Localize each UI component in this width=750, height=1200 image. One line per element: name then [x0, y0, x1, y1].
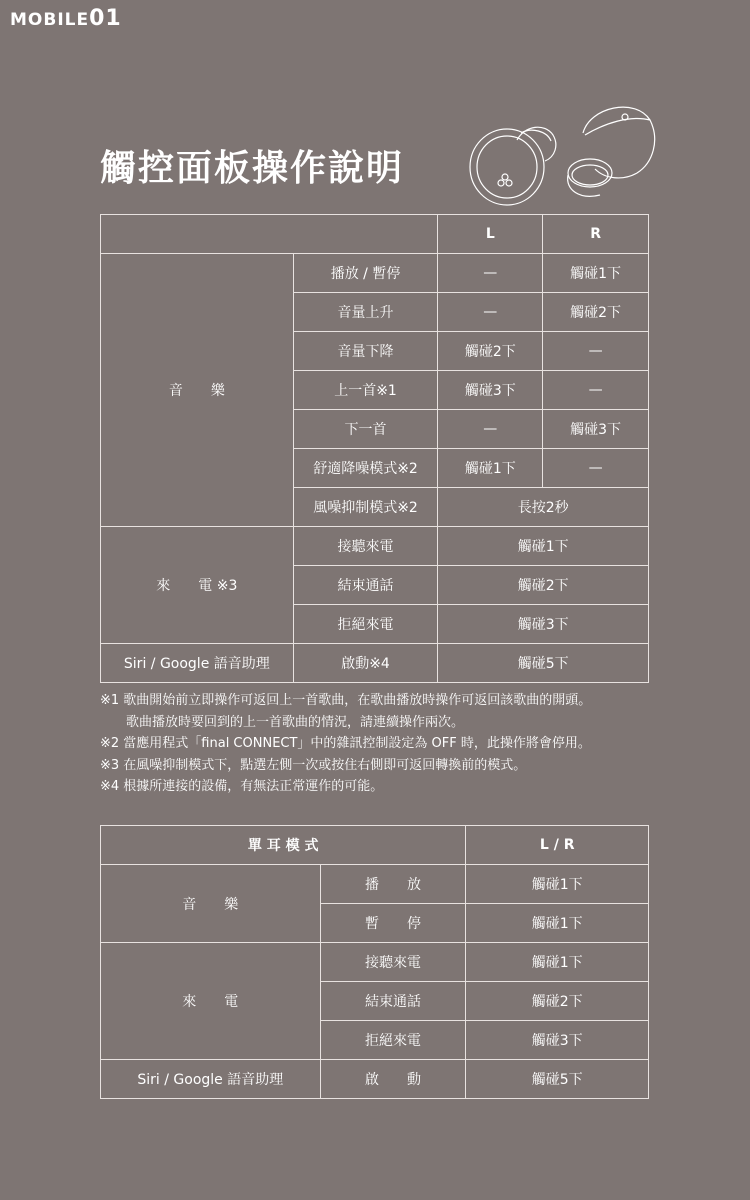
lr-cell: 觸碰1下 [466, 865, 649, 904]
right-cell: — [543, 332, 649, 371]
header-single-ear-mode: 單 耳 模 式 [101, 826, 466, 865]
table-row [101, 215, 649, 254]
earbuds-illustration [465, 95, 665, 215]
table-row [101, 254, 649, 293]
left-cell: 觸碰2下 [438, 332, 543, 371]
table-header-blank [101, 215, 438, 254]
action-cell: 結束通話 [293, 566, 438, 605]
left-cell: 觸碰3下 [438, 371, 543, 410]
action-cell: 風噪抑制模式※2 [293, 488, 438, 527]
header-lr: L / R [466, 826, 649, 865]
table-row [101, 644, 649, 683]
action-cell: 啟 動 [320, 1060, 466, 1099]
table-row [101, 826, 649, 865]
music-group-label: 音 樂 [101, 254, 294, 527]
header-right: R [543, 215, 649, 254]
call-group-label: 來 電 ※3 [101, 527, 294, 644]
single-ear-mode-table [100, 825, 649, 1099]
action-cell: 暫 停 [320, 904, 466, 943]
footnotes [100, 690, 660, 798]
table-row [101, 865, 649, 904]
table-row [101, 943, 649, 982]
action-cell: 上一首※1 [293, 371, 438, 410]
lr-cell: 觸碰5下 [466, 1060, 649, 1099]
logo-suffix: 01 [89, 6, 122, 31]
action-cell: 舒適降噪模式※2 [293, 449, 438, 488]
right-cell: 觸碰1下 [543, 254, 649, 293]
action-cell: 音量上升 [293, 293, 438, 332]
action-cell: 接聽來電 [293, 527, 438, 566]
footnote: ※4 根據所連接的設備，有無法正常運作的可能。 [100, 779, 384, 794]
assistant-group-label: Siri / Google 語音助理 [101, 1060, 321, 1099]
both-cell: 觸碰2下 [438, 566, 649, 605]
footnote: ※3 在風噪抑制模式下，點選左側一次或按住右側即可返回轉換前的模式。 [100, 757, 527, 773]
lr-cell: 觸碰2下 [466, 982, 649, 1021]
right-cell: 觸碰3下 [543, 410, 649, 449]
action-cell: 拒絕來電 [293, 605, 438, 644]
music-group-label: 音 樂 [101, 865, 321, 943]
left-cell: 觸碰1下 [438, 449, 543, 488]
both-cell: 觸碰1下 [438, 527, 649, 566]
assistant-group-label: Siri / Google 語音助理 [101, 644, 294, 683]
left-cell: — [438, 254, 543, 293]
lr-cell: 觸碰1下 [466, 904, 649, 943]
action-cell: 音量下降 [293, 332, 438, 371]
right-cell: — [543, 449, 649, 488]
action-cell: 接聽來電 [320, 943, 466, 982]
footnote: ※2 當應用程式「final CONNECT」中的雜訊控制設定為 OFF 時，此操作將會停用。 [100, 736, 591, 751]
both-cell: 觸碰5下 [438, 644, 649, 683]
left-cell: — [438, 410, 543, 449]
footnote: ※1 歌曲開始前立即操作可返回上一首歌曲，在歌曲播放時操作可返回該歌曲的開頭。 [100, 693, 592, 708]
action-cell: 拒絕來電 [320, 1021, 466, 1060]
right-cell: — [543, 371, 649, 410]
action-cell: 啟動※4 [293, 644, 438, 683]
table-row [101, 1060, 649, 1099]
action-cell: 下一首 [293, 410, 438, 449]
action-cell: 結束通話 [320, 982, 466, 1021]
action-cell: 播 放 [320, 865, 466, 904]
lr-cell: 觸碰3下 [466, 1021, 649, 1060]
header-left: L [438, 215, 543, 254]
logo-text: MOBILE [10, 10, 90, 30]
lr-cell: 觸碰1下 [466, 943, 649, 982]
both-cell: 觸碰3下 [438, 605, 649, 644]
page-title: 觸控面板操作說明 [100, 147, 405, 189]
both-cell: 長按2秒 [438, 488, 649, 527]
right-cell: 觸碰2下 [543, 293, 649, 332]
mobile01-logo [10, 6, 122, 31]
footnote: 歌曲播放時要回到的上一首歌曲的情況，請連續操作兩次。 [126, 714, 465, 730]
action-cell: 播放 / 暫停 [293, 254, 438, 293]
table-row [101, 527, 649, 566]
touch-operations-table [100, 214, 649, 683]
left-cell: — [438, 293, 543, 332]
call-group-label: 來 電 [101, 943, 321, 1060]
